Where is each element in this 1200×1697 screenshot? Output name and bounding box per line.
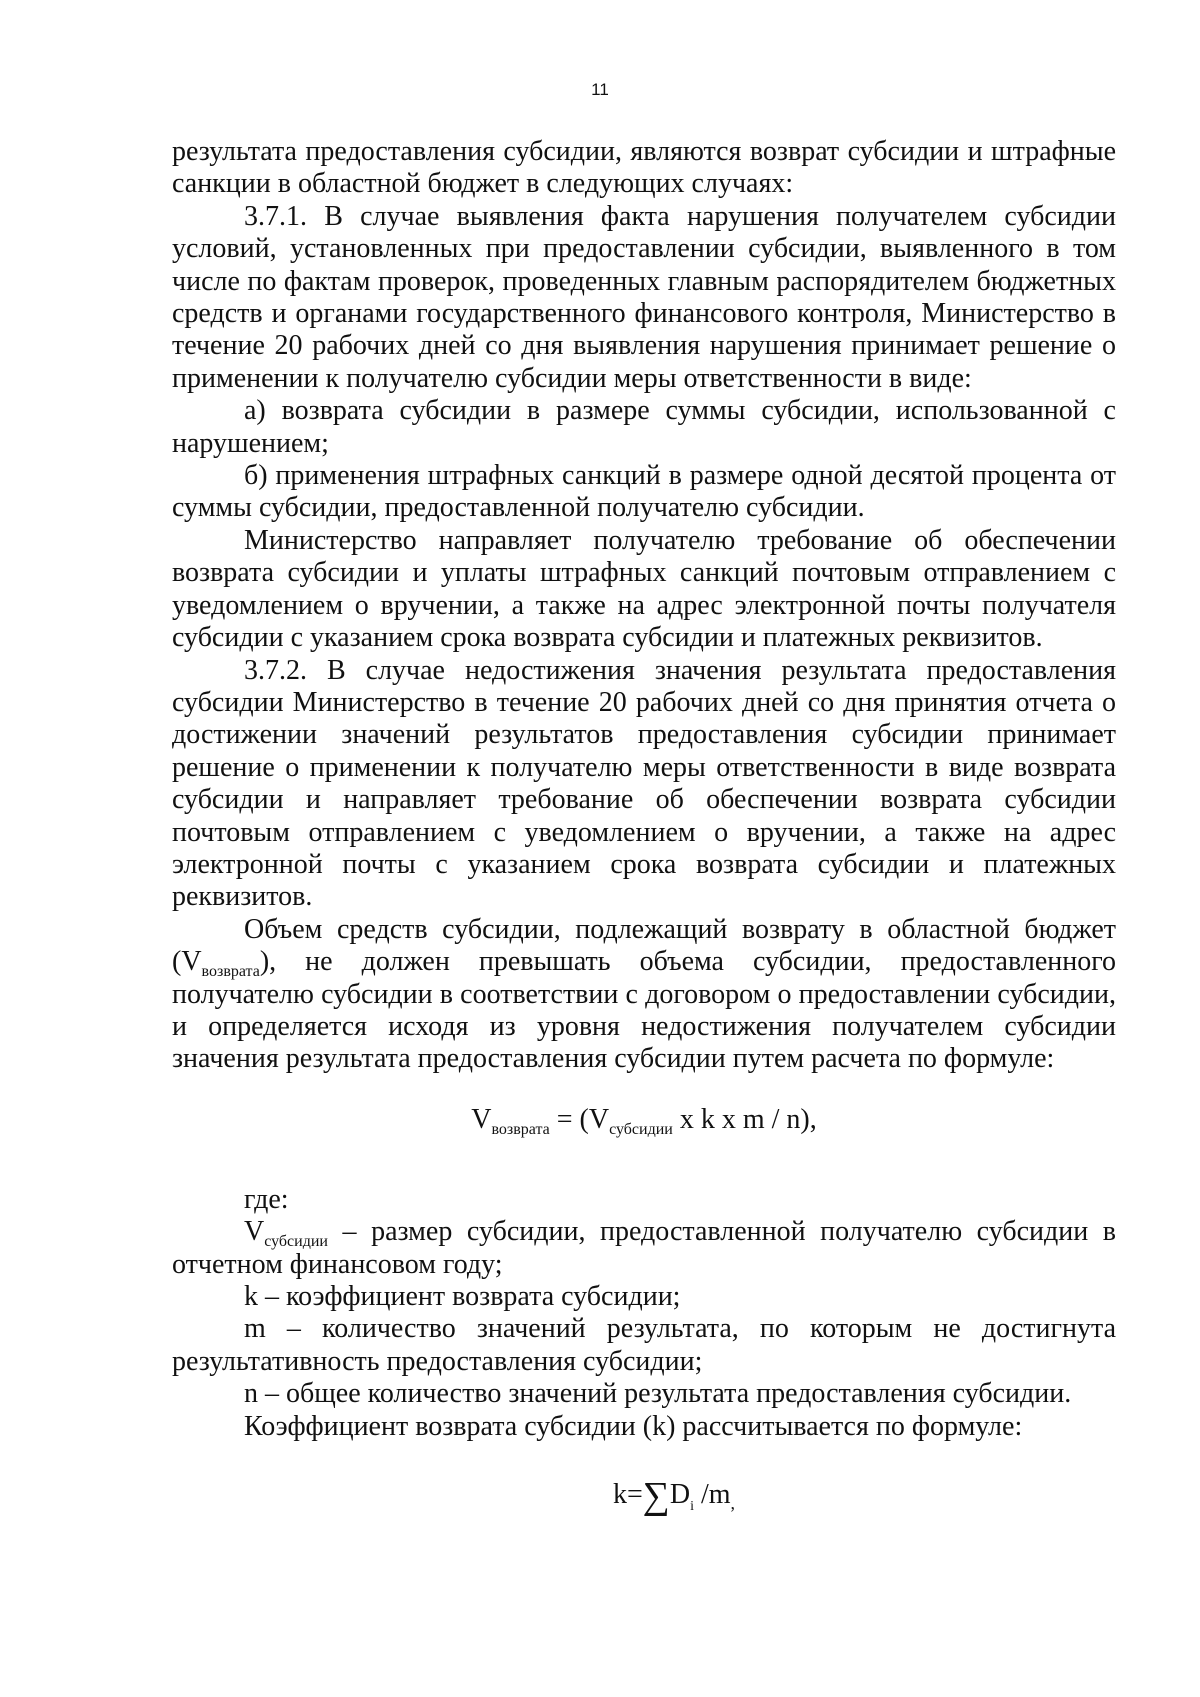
formula1-mid: = (V (549, 1103, 610, 1135)
formula2-sub-i: i (690, 1499, 694, 1515)
definition-v-subsidy (172, 1216, 1116, 1281)
formula1-tail: x k x m / n), (672, 1103, 817, 1135)
page-number: 11 (591, 80, 609, 99)
document-body (172, 136, 1116, 1518)
coefficient-text: Коэффициент возврата субсидии (k) рассчитывается по формуле: (244, 1410, 1023, 1442)
paragraph-volume (172, 914, 1116, 1076)
formula2-trailing-comma: , (730, 1493, 736, 1514)
sum-symbol: ∑ (642, 1475, 670, 1518)
formula2-rhs: /m (693, 1479, 731, 1511)
paragraph-continuation: результата предоставления субсидии, являются возврат субсидии и штрафные санкции в областной бюджет в следующих случаях: (172, 136, 1116, 200)
paragraph-3-7-1: 3.7.1. В случае выявления факта нарушения получателем субсидии условий, установленных при предоставлении субсидии, выявленного в том числе по фактам проверок, проведенных главным распорядителем бюджетных средств и органами государственного финансового контроля, Министерство в течение 20 рабочих дней со дня выявления нарушения принимает решение о применении к получателю субсидии меры ответственности в виде: (172, 200, 1116, 394)
formula-coefficient (172, 1443, 1116, 1518)
formula1-sub-subsidy: субсидии (609, 1120, 673, 1138)
definition-m: m – количество значений результата, по которым не достигнута результативность предоставления субсидии; (172, 1313, 1116, 1377)
formula2-d: D (669, 1479, 691, 1511)
paragraph-item-a: а) возврата субсидии в размере суммы субсидии, использованной с нарушением; (172, 395, 1116, 459)
def-v-text: – размер субсидии, предоставленной получателю субсидии в отчетном финансовом году; (172, 1216, 1116, 1280)
definition-k: k – коэффициент возврата субсидии; (244, 1281, 681, 1312)
formula2-lhs: k= (612, 1479, 643, 1511)
formula-return-volume (172, 1076, 1116, 1184)
where-label: где: (244, 1183, 289, 1215)
paragraph-item-b: б) применения штрафных санкций в размере одной десятой процента от суммы субсидии, предоставленной получателю субсидии. (172, 460, 1116, 524)
volume-text-after: ), не должен превышать объема субсидии, предоставленного получателю субсидии в соответствии с договором о предоставлении субсидии, и определяется исходя из уровня недостижения получателем субсидии значения результата предоставления субсидии путем расчета по формуле: (172, 946, 1116, 1075)
paragraph-ministry-requirement: Министерство направляет получателю требование об обеспечении возврата субсидии и уплаты штрафных санкций почтовым отправлением с уведомлением о вручении, а также на адрес электронной почты получателя субсидии с указанием срока возврата субсидии и платежных реквизитов. (172, 524, 1116, 654)
volume-text-before: Объем средств субсидии, подлежащий возврату в областной бюджет (V (172, 913, 1116, 978)
def-v-symbol: V (244, 1216, 265, 1248)
def-v-subscript: субсидии (264, 1233, 328, 1251)
formula1-sub-return: возврата (491, 1120, 550, 1138)
definition-n: n – общее количество значений результата предоставления субсидии. (244, 1378, 1072, 1410)
formula1-v: V (471, 1103, 492, 1135)
paragraph-3-7-2: 3.7.2. В случае недостижения значения результата предоставления субсидии Министерство в течение 20 рабочих дней со дня принятия отчета о достижении значений результатов предоставления субсидии принимает решение о применении к получателю меры ответственности в виде возврата субсидии и направляет требование об обеспечении возврата субсидии почтовым отправлением с уведомлением о вручении, а также на адрес электронной почты с указанием срока возврата субсидии и платежных реквизитов. (172, 654, 1116, 913)
volume-subscript: возврата (201, 963, 260, 981)
